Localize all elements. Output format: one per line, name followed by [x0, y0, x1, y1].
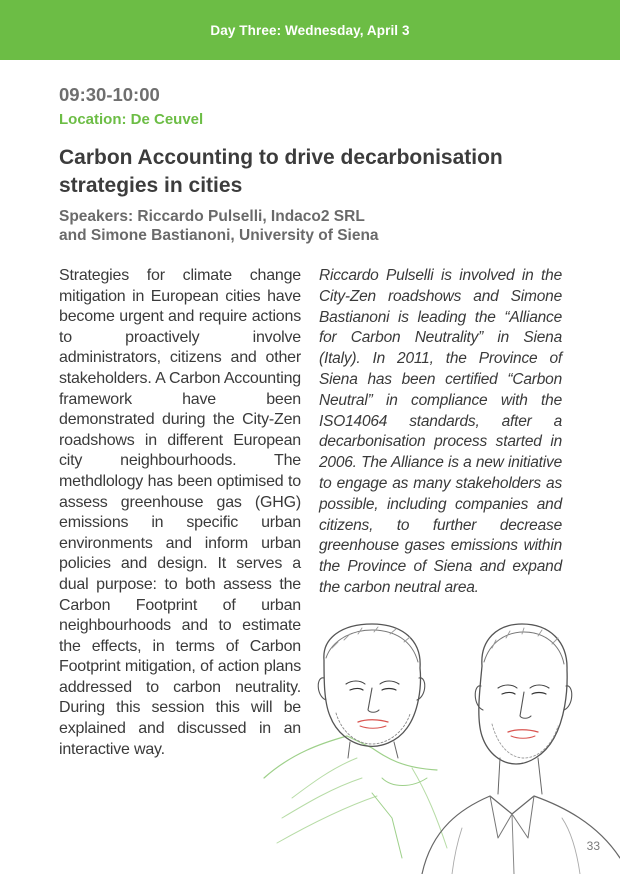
session-location: Location: De Ceuvel — [59, 111, 204, 128]
session-title: Carbon Accounting to drive decarbonisation strategies in cities — [59, 146, 503, 197]
session-time: 09:30-10:00 — [59, 84, 160, 105]
speakers-line-1: Speakers: Riccardo Pulselli, Indaco2 SRL — [59, 208, 365, 225]
session-speakers — [59, 207, 579, 245]
speaker-left-sketch — [264, 624, 447, 858]
speakers-line-2: and Simone Bastianoni, University of Siena — [59, 227, 379, 244]
day-header-bar — [0, 0, 620, 60]
day-label: Day Three: Wednesday, April 3 — [210, 22, 410, 38]
speaker-bio: Riccardo Pulselli is involved in the City-Zen roadshows and Simone Bastianoni is leading the “Alliance for Carbon Neutrality” in Siena (Italy). In 2011, the Province of Siena has been certified “Carbon Neutral” in compliance with the ISO14064 standards, after a decarbonisation process started in 2006. The Alliance is a new initiative to engage as many stakeholders as possible, including companies and citizens, to further decrease greenhouse gases emissions within the Province of Siena and expand the carbon neutral area. — [319, 267, 562, 596]
speaker-right-sketch — [422, 624, 620, 874]
speakers-portrait-illustration — [262, 618, 620, 874]
session-abstract: Strategies for climate change mitigation in European cities have become urgent and require actions to proactively involve administrators, citizens and other stakeholders. A Carbon Accounting framework have been demonstrated during the City-Zen roadshows in different European city neighbourhoods. The methdlology has been optimised to assess greenhouse gas (GHG) emissions in specific urban environments and inform urban policies and design. It serves a dual purpose: to both assess the Carbon Footprint of urban neighbourhoods and to estimate the effects, in terms of Carbon Footprint mitigation, of action plans addressed to carbon neutrality. During this session this will be explained and discussed in an interactive way. — [59, 267, 301, 758]
page-number: 33 — [586, 839, 600, 853]
